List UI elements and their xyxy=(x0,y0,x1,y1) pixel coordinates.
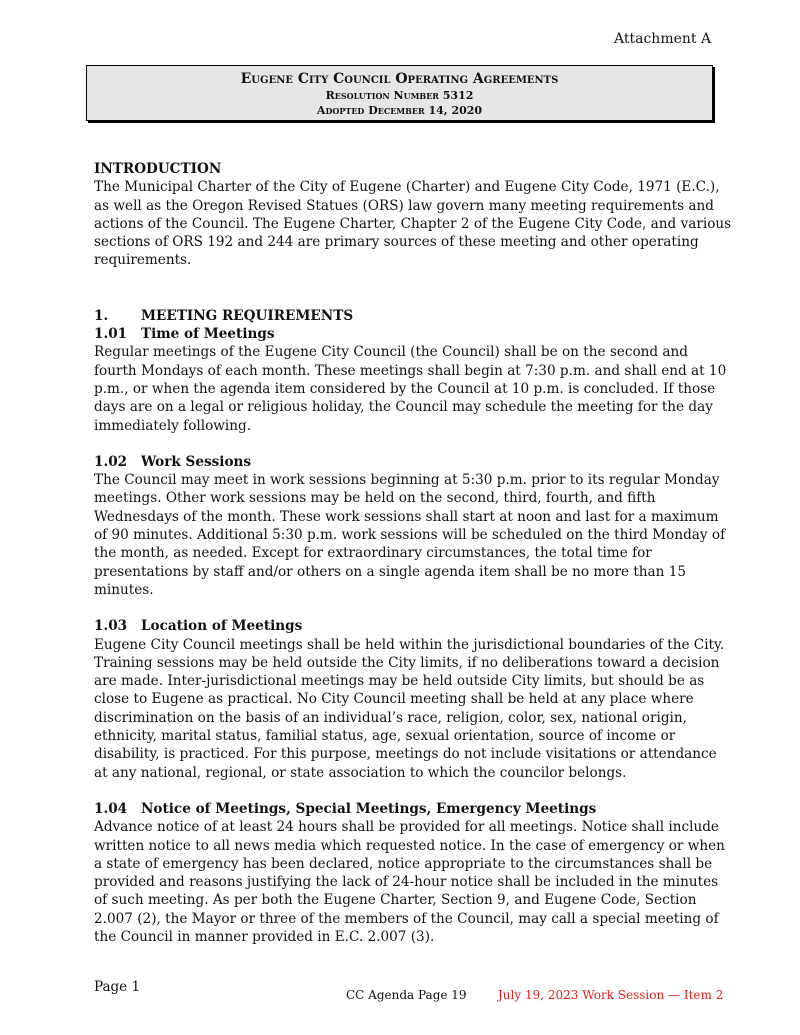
section-1-03-text: Eugene City Council meetings shall be held within the jurisdictional boundaries of the City. Training sessions may be held outside the City limits, if no deliberations toward a decision are made. Inter-jurisdictional meetings may be held outside City limits, but should be as close to Eugene as practical. No City Council meeting shall be held at any place where discrimination on the basis of an individual’s race, religion, color, sex, national origin, ethnicity, marital status, familial status, age, sexual orientation, source of income or disability, is practiced. For this purpose, meetings do not include visitations or attendance at any national, regional, or state association to which the councilor belongs. xyxy=(94,636,725,781)
resolution-number: Resolution Number 5312 xyxy=(325,89,474,102)
section-1-04-heading xyxy=(94,800,734,818)
section-number: 1.01 xyxy=(94,326,128,343)
intro-heading: INTRODUCTION xyxy=(94,161,222,177)
section-1-heading xyxy=(94,307,734,325)
section-1-01-text: Regular meetings of the Eugene City Council (the Council) shall be on the second and fourth Mondays of each month. These meetings shall begin at 7:30 p.m. and shall end at 10 p.m., or when the agenda item considered by the Council at 10 p.m. is concluded. If those days are on a legal or religious holiday, the Council may schedule the meeting for the day immediately following. xyxy=(94,344,727,434)
page-number: Page 1 xyxy=(94,979,141,995)
document-body xyxy=(94,160,734,946)
section-number: 1.03 xyxy=(94,618,128,635)
cc-agenda-page: CC Agenda Page 19 xyxy=(346,988,467,1002)
section-title: Notice of Meetings, Special Meetings, Emergency Meetings xyxy=(141,800,597,817)
section-1-04-text: Advance notice of at least 24 hours shall be provided for all meetings. Notice shall include written notice to all news media which requested notice. In the case of emergency or when a state of emergency has been declared, notice appropriate to the circumstances shall be provided and reasons justifying the lack of 24-hour notice shall be included in the minutes of such meeting. As per both the Eugene Charter, Section 9, and Eugene Code, Section 2.007 (2), the Mayor or three of the members of the Council, may call a special meeting of the Council in manner provided in E.C. 2.007 (3). xyxy=(94,819,725,945)
section-title: Time of Meetings xyxy=(141,326,275,343)
title-box xyxy=(86,65,713,121)
adopted-date: Adopted December 14, 2020 xyxy=(316,104,483,117)
section-title: MEETING REQUIREMENTS xyxy=(141,307,354,324)
work-session-label: July 19, 2023 Work Session — Item 2 xyxy=(498,988,724,1002)
section-title: Work Sessions xyxy=(141,453,252,470)
section-1-01-heading xyxy=(94,325,734,343)
section-number: 1.04 xyxy=(94,800,128,817)
section-number: 1.02 xyxy=(94,453,128,470)
intro-paragraph: The Municipal Charter of the City of Eugene (Charter) and Eugene City Code, 1971 (E.C.), as well as the Oregon Revised Statues (ORS) law govern many meeting requirements and actions of the Council. The Eugene Charter, Chapter 2 of the Eugene City Code, and various sections of ORS 192 and 244 are primary sources of these meeting and other operating requirements. xyxy=(94,179,732,269)
section-title: Location of Meetings xyxy=(141,618,303,635)
document-title: Eugene City Council Operating Agreements xyxy=(240,71,559,87)
attachment-label: Attachment A xyxy=(614,31,712,47)
section-1-03-heading xyxy=(94,617,734,635)
section-number: 1. xyxy=(94,307,109,324)
section-1-02-text: The Council may meet in work sessions beginning at 5:30 p.m. prior to its regular Monday meetings. Other work sessions may be held on the second, third, fourth, and fifth Wednesdays of the month. These work sessions shall start at noon and last for a maximum of 90 minutes. Additional 5:30 p.m. work sessions will be scheduled on the third Monday of the month, as needed. Except for extraordinary circumstances, the total time for presentations by staff and/or others on a single agenda item shall be no more than 15 minutes. xyxy=(94,472,726,598)
section-1-02-heading xyxy=(94,453,734,471)
